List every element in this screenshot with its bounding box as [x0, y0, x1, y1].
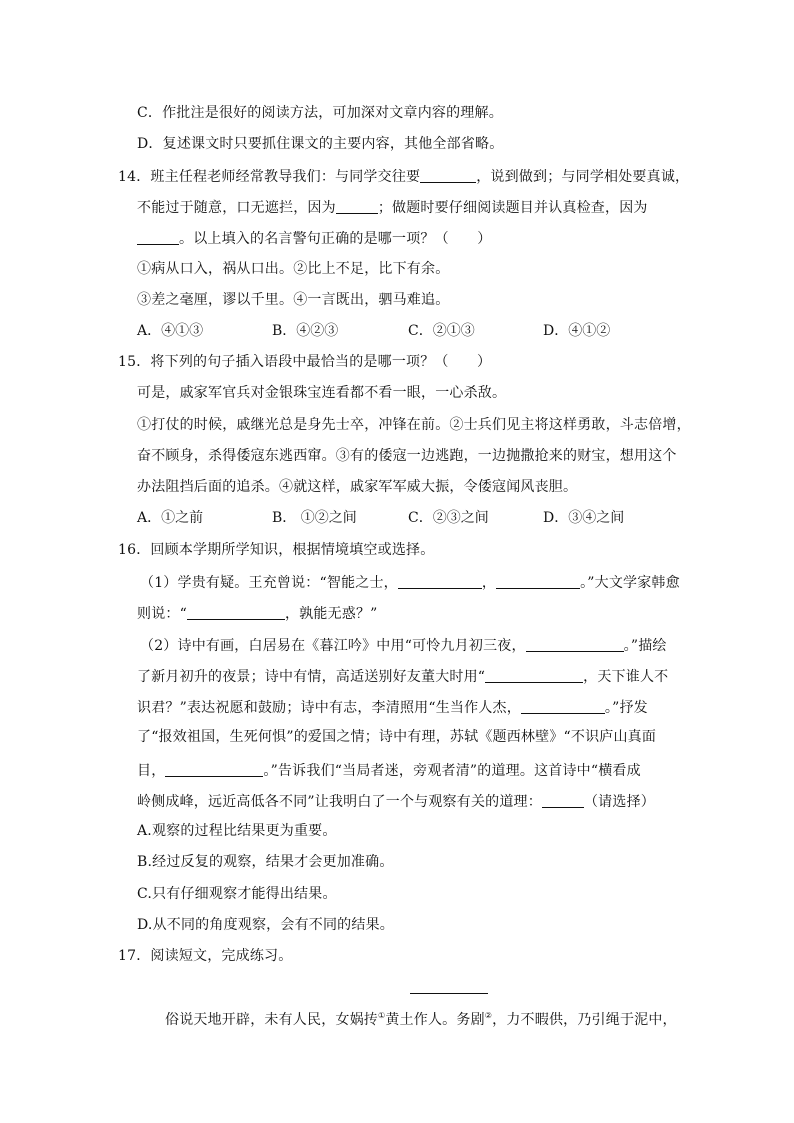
footnote-marker-2: ② [484, 1011, 493, 1020]
q14-option-a[interactable]: A．④①③ [137, 323, 204, 339]
q16-blank-7[interactable] [165, 762, 263, 777]
q17-passage-text-b: 黄土作人。务剧 [385, 1012, 485, 1028]
q17-stem: 17．阅读短文，完成练习。 [118, 948, 293, 964]
q16-choice-b[interactable]: B.经过反复的观察，结果才会更加准确。 [137, 854, 394, 870]
q16-part2-text-i: 岭侧成峰，远近高低各不同”让我明白了一个与观察有关的道理： [137, 794, 542, 810]
q16-part1-line-1 [140, 574, 680, 590]
q17-passage-line-1 [165, 1012, 677, 1027]
q14-line-1 [118, 168, 689, 184]
q16-part2-line-1 [140, 637, 667, 653]
q13-option-c: C．作批注是很好的阅读方法，可加深对文章内容的理解。 [137, 105, 503, 121]
q16-choice-a[interactable]: A.观察的过程比结果更为重要。 [137, 823, 337, 839]
q16-part1-text-e: ，孰能无惑？” [284, 606, 378, 622]
q14-option-b[interactable]: B．④②③ [272, 323, 339, 339]
q16-part2-text-g: 目， [137, 763, 166, 779]
q14-items-2: ③差之毫厘，谬以千里。④一言既出，驷马难追。 [137, 292, 450, 308]
q16-blank-8[interactable] [542, 793, 584, 808]
passage-title-blank[interactable] [410, 993, 488, 994]
q16-part2-text-a: （2）诗中有画，白居易在《暮江吟》中用“可怜九月初三夜， [140, 638, 526, 654]
q16-choice-d[interactable]: D.从不同的角度观察，会有不同的结果。 [137, 917, 394, 933]
q16-part2-text-c: 了新月初升的夜景；诗中有情，高适送别好友董大时用“ [137, 669, 486, 685]
q16-blank-5[interactable] [485, 668, 583, 683]
q16-blank-2[interactable] [496, 574, 580, 589]
q16-part1-text-b: ， [481, 575, 497, 591]
q15-paragraph-line-3: 办法阻挡后面的追杀。④就这样，戚家军军威大振，令倭寇闻风丧胆。 [137, 479, 578, 495]
q16-part2-text-h: 。”告诉我们“当局者迷，旁观者清”的道理。这首诗中“横看成 [263, 763, 641, 779]
q14-blank-1[interactable] [420, 168, 476, 183]
q15-option-b[interactable]: B． ①②之间 [272, 510, 357, 526]
q16-part2-line-3 [137, 699, 648, 715]
q14-line-2 [137, 199, 648, 215]
q16-part2-text-b: 。”描绘 [623, 638, 667, 654]
q14-stem-text-e: 。以上填入的名言警句正确的是哪一项？（ ） [179, 231, 492, 247]
q16-part1-line-2 [137, 605, 378, 621]
q16-part2-line-5 [137, 762, 641, 778]
q14-blank-2[interactable] [336, 199, 378, 214]
q14-stem-text-a: 14．班主任程老师经常教导我们：与同学交往要 [118, 169, 421, 185]
q15-paragraph-line-1: ①打仗的时候，戚继光总是身先士卒，冲锋在前。②士兵们见主将这样勇敢，斗志倍增， [137, 417, 691, 433]
q14-option-c[interactable]: C．②①③ [408, 323, 475, 339]
q16-blank-4[interactable] [526, 637, 624, 652]
q16-part1-text-d: 则说：“ [137, 606, 187, 622]
q16-part2-text-j: （请选择） [583, 794, 655, 810]
q16-blank-1[interactable] [398, 574, 482, 589]
q16-part2-line-4: 了“报效祖国，生死何惧”的爱国之情；诗中有理，苏轼《题西林壁》“不识庐山真面 [137, 729, 657, 745]
q16-stem: 16．回顾本学期所学知识，根据情境填空或选择。 [118, 542, 435, 558]
q16-part1-text-a: （1）学贵有疑。王充曾说：“智能之士， [140, 575, 398, 591]
q16-part1-text-c: 。”大文学家韩愈 [580, 575, 680, 591]
q15-option-d[interactable]: D．③④之间 [543, 510, 625, 526]
q14-blank-3[interactable] [137, 230, 179, 245]
q14-option-d[interactable]: D．④①② [543, 323, 611, 339]
q16-part2-text-d: ，天下谁人不 [583, 669, 669, 685]
q14-line-3 [137, 230, 491, 246]
q16-part2-text-e: 识君？”表达祝愿和鼓励；诗中有志，李清照用“生当作人杰， [137, 700, 521, 716]
footnote-marker-1: ① [378, 1011, 386, 1020]
q15-option-c[interactable]: C．②③之间 [408, 510, 489, 526]
q16-part2-line-6 [137, 793, 655, 809]
q13-option-d: D．复述课文时只要抓住课文的主要内容，其他全部省略。 [137, 136, 504, 152]
q16-part2-text-f: 。”抒发 [604, 700, 648, 716]
q14-stem-text-b: ，说到做到；与同学相处要真诚， [476, 169, 690, 185]
q14-stem-text-c: 不能过于随意，口无遮拦，因为 [137, 200, 336, 216]
q15-paragraph-line-2: 奋不顾身，杀得倭寇东逃西窜。③有的倭寇一边逃跑，一边抛撒抢来的财宝，想用这个 [137, 448, 677, 464]
q14-items-1: ①病从口入，祸从口出。②比上不足，比下有余。 [137, 261, 450, 277]
q17-passage-text-a: 俗说天地开辟，未有人民，女娲抟 [165, 1012, 378, 1028]
q15-option-a[interactable]: A．①之前 [137, 510, 204, 526]
q17-passage-text-c: ，力不暇供，乃引绳于泥中， [492, 1012, 677, 1028]
q16-blank-3[interactable] [187, 605, 285, 620]
q15-stem: 15．将下列的句子插入语段中最恰当的是哪一项？（ ） [118, 354, 492, 370]
q16-blank-6[interactable] [521, 699, 605, 714]
q15-insert-sentence: 可是，戚家军官兵对金银珠宝连看都不看一眼，一心杀敌。 [137, 385, 507, 401]
q16-part2-line-2 [137, 668, 668, 684]
q14-stem-text-d: ；做题时要仔细阅读题目并认真检查，因为 [377, 200, 648, 216]
q16-choice-c[interactable]: C.只有仔细观察才能得出结果。 [137, 886, 337, 902]
